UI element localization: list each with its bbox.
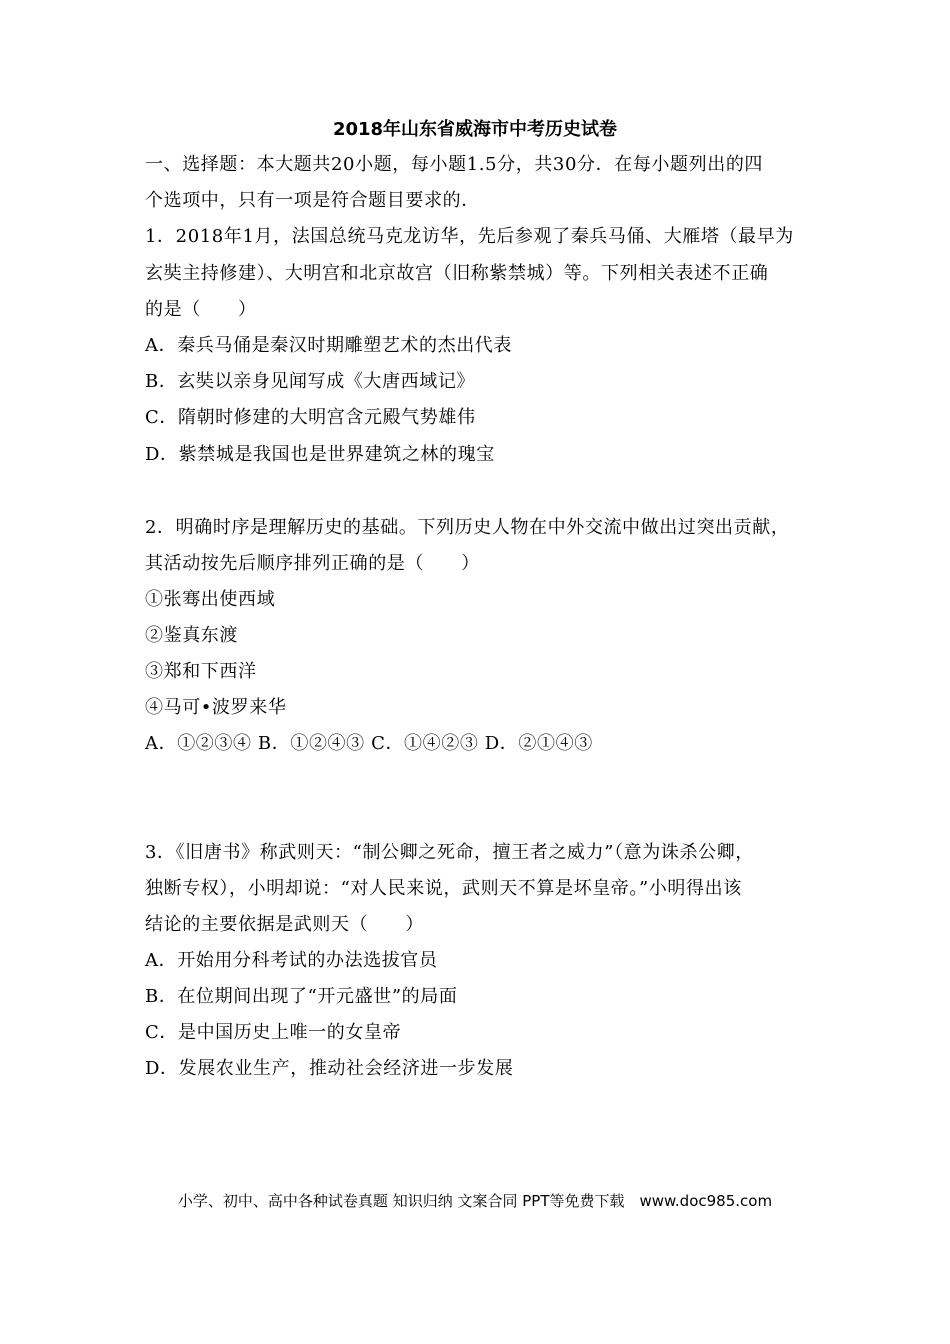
question-3-option-d: D．发展农业生产，推动社会经济进一步发展 (145, 1058, 514, 1079)
question-2-item-4: ④马可•波罗来华 (145, 697, 287, 718)
question-2-options: A．①②③④ B．①②④③ C．①④②③ D．②①④③ (145, 733, 593, 754)
section-heading-line-2: 个选项中，只有一项是符合题目要求的． (145, 190, 480, 211)
question-3-stem-line-1: 3．《旧唐书》称武则天：“制公卿之死命，擅王者之威力”（意为诛杀公卿， (145, 842, 754, 863)
question-3-option-a: A．开始用分科考试的办法选拔官员 (145, 950, 438, 971)
question-1-stem-line-2: 玄奘主持修建）、大明宫和北京故宫（旧称紫禁城）等。下列相关表述不正确 (145, 263, 769, 284)
question-1-option-b: B．玄奘以亲身见闻写成《大唐西域记》 (145, 371, 476, 392)
question-2-stem-line-1: 2．明确时序是理解历史的基础。下列历史人物在中外交流中做出过突出贡献， (145, 517, 790, 538)
question-1-option-c: C．隋朝时修建的大明宫含元殿气势雄伟 (145, 407, 476, 428)
question-3-stem-line-2: 独断专权），小明却说：“对人民来说，武则天不算是坏皇帝。”小明得出该 (145, 878, 742, 899)
question-3-stem-line-3: 结论的主要依据是武则天（ ） (145, 914, 424, 935)
question-1-stem-line-1: 1．2018年1月，法国总统马克龙访华，先后参观了秦兵马俑、大雁塔（最早为 (145, 226, 794, 247)
question-2-stem-line-2: 其活动按先后顺序排列正确的是（ ） (145, 553, 480, 574)
page-title: 2018年山东省威海市中考历史试卷 (332, 119, 618, 140)
question-3-option-c: C．是中国历史上唯一的女皇帝 (145, 1022, 402, 1043)
question-3-option-b: B．在位期间出现了“开元盛世”的局面 (145, 986, 458, 1007)
question-2-item-1: ①张骞出使西域 (145, 589, 276, 610)
question-1-stem-line-3: 的是（ ） (145, 299, 257, 320)
question-2-item-2: ②鉴真东渡 (145, 625, 238, 646)
question-1-option-d: D．紫禁城是我国也是世界建筑之林的瑰宝 (145, 444, 495, 465)
question-2-item-3: ③郑和下西洋 (145, 661, 257, 682)
section-heading-line-1: 一、选择题：本大题共20小题，每小题1.5分，共30分．在每小题列出的四 (145, 154, 764, 175)
page-footer: 小学、初中、高中各种试卷真题 知识归纳 文案合同 PPT等免费下载 www.doc985.com (177, 1192, 773, 1210)
question-1-option-a: A．秦兵马俑是秦汉时期雕塑艺术的杰出代表 (145, 335, 512, 356)
